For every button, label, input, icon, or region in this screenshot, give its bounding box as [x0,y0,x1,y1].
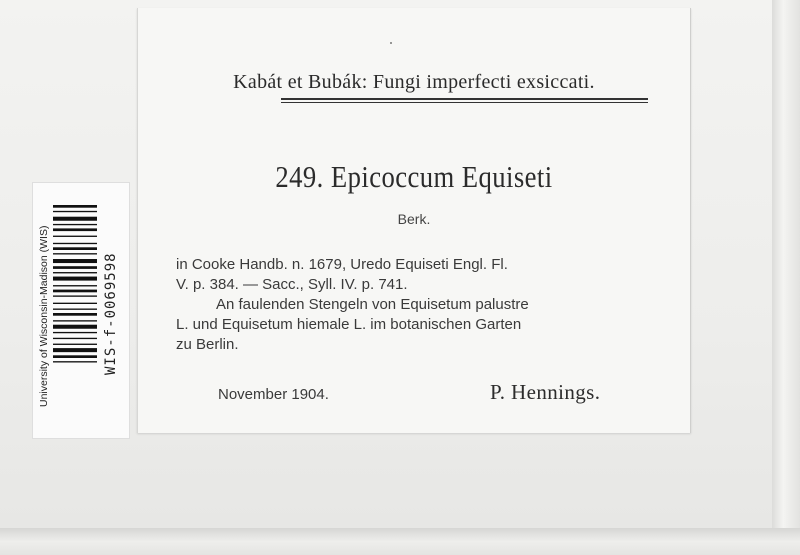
habitat-line: zu Berlin. [176,336,239,353]
barcode-bar [53,243,97,244]
barcode-bar [53,338,97,339]
barcode-bar [53,224,97,225]
barcode-bar [53,325,97,329]
header-rule-thin [281,102,648,103]
barcode-bar [53,295,97,296]
habitat-line: An faulenden Stengeln von Equisetum palustre [216,296,529,313]
barcode-bar [53,313,97,316]
barcode-bar [53,205,97,208]
barcode-bar [53,253,97,254]
barcode-bar [53,266,97,269]
header-rule [281,98,648,100]
barcode-bar [53,355,97,358]
reference-line: in Cooke Handb. n. 1679, Uredo Equiseti Engl. Fl. [176,256,508,273]
barcode-bar [53,277,97,281]
barcode-bar [53,285,97,286]
barcode-bar [53,217,97,221]
institution-text: University of Wisconsin-Madison (WIS) [38,225,50,407]
ink-speck [390,42,392,44]
habitat-line: L. und Equisetum hiemale L. im botanischen Garten [176,316,522,333]
species-name: 249. Epicoccum Equiseti [275,159,553,194]
barcode-bar [53,211,97,212]
barcode-bar [53,361,97,362]
barcode-bar [53,259,97,263]
sheet-edge-bottom [0,528,800,555]
barcode-bar [53,348,97,352]
collection-date: November 1904. [218,386,329,403]
sheet-edge-right [772,0,800,555]
collector-name: P. Hennings. [490,380,601,404]
barcode-bar [53,290,97,293]
reference-line: V. p. 384. — Sacc., Syll. IV. p. 741. [176,276,408,293]
barcode-bar [53,228,97,231]
barcode-bar [53,247,97,250]
barcode-bar [53,236,97,237]
barcode-bar [53,303,97,304]
label-body [176,255,666,355]
barcode-bar [53,332,97,333]
barcode-bar [53,344,97,345]
barcode-bar [53,320,97,321]
species-authority: Berk. [397,211,431,227]
series-header: Kabát et Bubák: Fungi imperfecti exsiccati. [233,71,595,93]
barcode [53,205,97,410]
barcode-bar [53,272,97,273]
specimen-label [137,8,691,433]
catalog-number: WIS-f-0069598 [103,252,119,375]
barcode-bar [53,309,97,310]
